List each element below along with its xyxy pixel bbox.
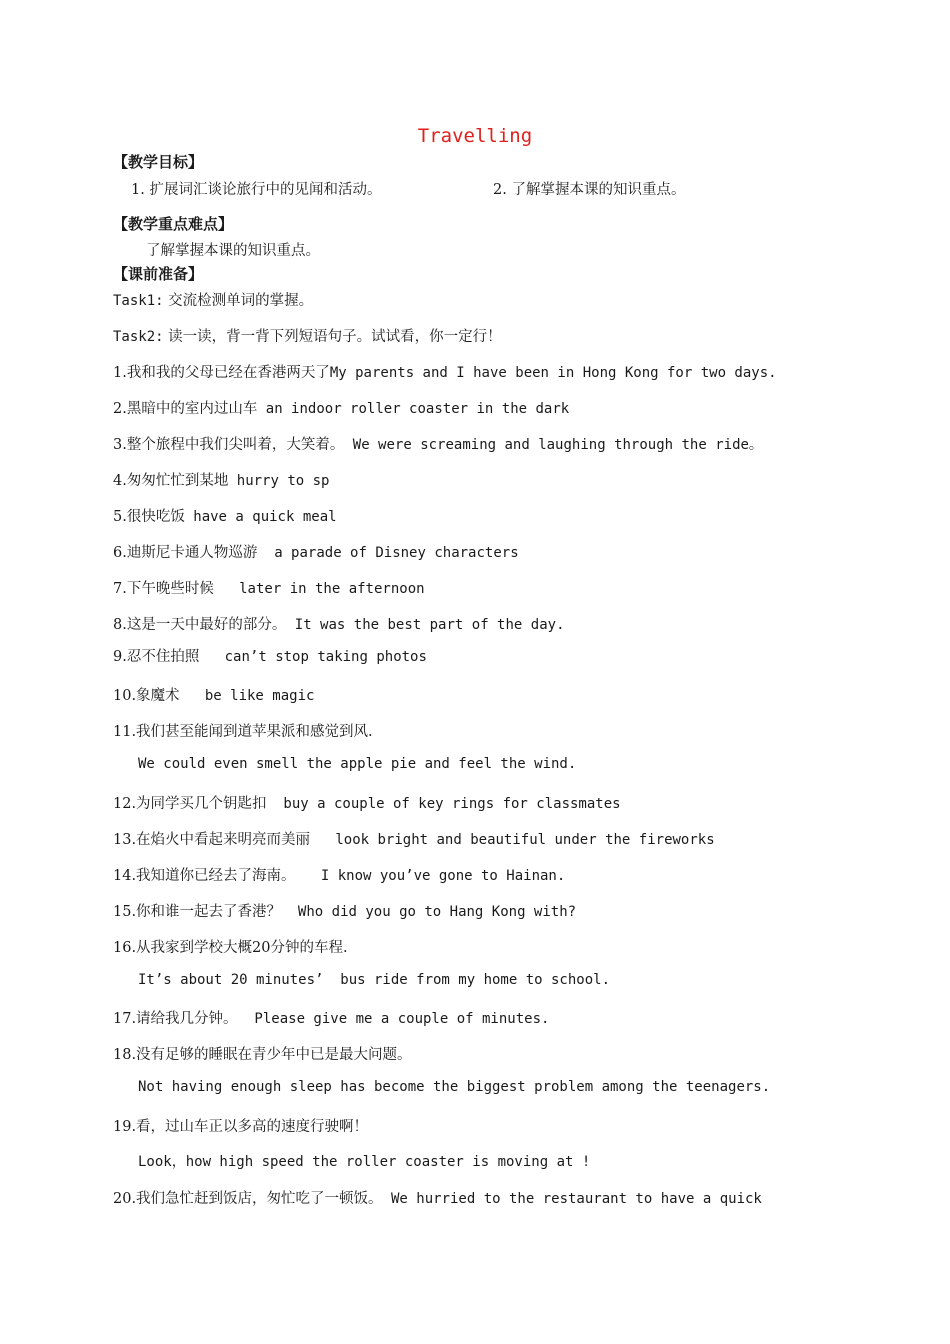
phrase-item: [113, 828, 715, 849]
phrase-english: We could even smell the apple pie and feel the wind.: [138, 756, 577, 772]
phrase-item: [113, 936, 348, 957]
phrase-item: [113, 577, 425, 598]
phrase-chinese: 11.我们甚至能闻到道苹果派和感觉到风.: [113, 724, 373, 740]
phrase-english: have a quick meal: [184, 509, 337, 525]
phrase-item: [138, 1079, 770, 1095]
phrase-english: a parade of Disney characters: [257, 545, 519, 561]
phrase-item: [113, 397, 569, 418]
task2-label: Task2:: [113, 329, 164, 345]
goal-item-2: 2. 了解掌握本课的知识重点。: [493, 182, 686, 198]
phrase-english: look bright and beautiful under the fireworks: [310, 832, 715, 848]
phrase-english: I know you’ve gone to Hainan.: [295, 868, 566, 884]
phrase-item: [113, 684, 314, 705]
phrase-item: [113, 1007, 549, 1028]
task1-line: [113, 289, 313, 310]
phrase-chinese: 19.看，过山车正以多高的速度行驶啊！: [113, 1119, 369, 1135]
goal-item-1: 1. 扩展词汇谈论旅行中的见闻和活动。: [131, 182, 382, 198]
phrase-english: We were screaming and laughing through the ride。: [344, 437, 763, 453]
phrase-item: [113, 433, 763, 454]
phrase-item: [113, 469, 330, 490]
phrase-english: hurry to sp: [228, 473, 330, 489]
phrase-item: [113, 1187, 762, 1208]
phrase-chinese: 4.匆匆忙忙到某地: [113, 473, 229, 489]
phrase-chinese: 14.我知道你已经去了海南。: [113, 868, 296, 884]
phrase-chinese: 20.我们急忙赶到饭店，匆忙吃了一顿饭。: [113, 1191, 383, 1207]
phrase-english: Not having enough sleep has become the biggest problem among the teenagers.: [138, 1079, 771, 1095]
phrase-english: an indoor roller coaster in the dark: [257, 401, 570, 417]
phrase-chinese: 16.从我家到学校大概20分钟的车程.: [113, 940, 348, 956]
phrase-english: We hurried to the restaurant to have a quick: [382, 1191, 762, 1207]
phrase-chinese: 15.你和谁一起去了香港？: [113, 904, 282, 920]
phrase-item: [113, 792, 621, 813]
phrase-item: [113, 645, 427, 666]
phrase-english: be like magic: [179, 688, 315, 704]
goal-heading: 【教学目标】: [113, 153, 204, 171]
phrase-chinese: 10.象魔术: [113, 688, 180, 704]
phrase-english: Please give me a couple of minutes.: [237, 1011, 550, 1027]
page-title: Travelling: [417, 125, 533, 147]
phrase-english: can’t stop taking photos: [199, 649, 427, 665]
task1-text: 交流检测单词的掌握。: [163, 293, 314, 309]
task2-line: [113, 325, 502, 346]
phrase-english: Who did you go to Hang Kong with?: [281, 904, 577, 920]
phrase-chinese: 18.没有足够的睡眠在青少年中已是最大问题。: [113, 1047, 412, 1063]
phrase-chinese: 12.为同学买几个钥匙扣: [113, 796, 267, 812]
phrase-item: [138, 972, 610, 988]
phrase-english: later in the afternoon: [213, 581, 425, 597]
phrase-item: [113, 505, 337, 526]
phrase-english: Look，how high speed the roller coaster is moving at !: [138, 1154, 591, 1170]
key-text: 了解掌握本课的知识重点。: [146, 243, 320, 259]
phrase-item: [113, 541, 519, 562]
phrase-chinese: 17.请给我几分钟。: [113, 1011, 238, 1027]
task1-label: Task1:: [113, 293, 164, 309]
phrase-chinese: 8.这是一天中最好的部分。: [113, 617, 287, 633]
phrase-item: [113, 720, 373, 741]
phrase-english: buy a couple of key rings for classmates: [266, 796, 621, 812]
task2-text: 读一读，背一背下列短语句子。试试看，你一定行！: [163, 329, 502, 345]
phrase-item: [138, 1151, 590, 1171]
phrase-english: It was the best part of the day.: [286, 617, 565, 633]
phrase-chinese: 9.忍不住拍照: [113, 649, 200, 665]
phrase-chinese: 1.我和我的父母已经在香港两天了: [113, 365, 330, 381]
phrase-chinese: 13.在焰火中看起来明亮而美丽: [113, 832, 311, 848]
prep-heading: 【课前准备】: [113, 265, 204, 283]
phrase-chinese: 2.黑暗中的室内过山车: [113, 401, 258, 417]
phrase-item: [113, 864, 565, 885]
phrase-chinese: 6.迪斯尼卡通人物巡游: [113, 545, 258, 561]
phrase-chinese: 3.整个旅程中我们尖叫着，大笑着。: [113, 437, 345, 453]
key-heading: 【教学重点难点】: [113, 215, 234, 233]
phrase-chinese: 7.下午晚些时候: [113, 581, 214, 597]
phrase-english: My parents and I have been in Hong Kong for two days.: [329, 365, 777, 381]
phrase-item: [113, 361, 777, 382]
phrase-english: It’s about 20 minutes’ bus ride from my home to school.: [138, 972, 611, 988]
phrase-item: [113, 613, 565, 634]
phrase-item: [138, 756, 576, 772]
phrase-item: [113, 1115, 368, 1136]
phrase-item: [113, 900, 576, 921]
phrase-chinese: 5.很快吃饭: [113, 509, 185, 525]
phrase-item: [113, 1043, 412, 1064]
